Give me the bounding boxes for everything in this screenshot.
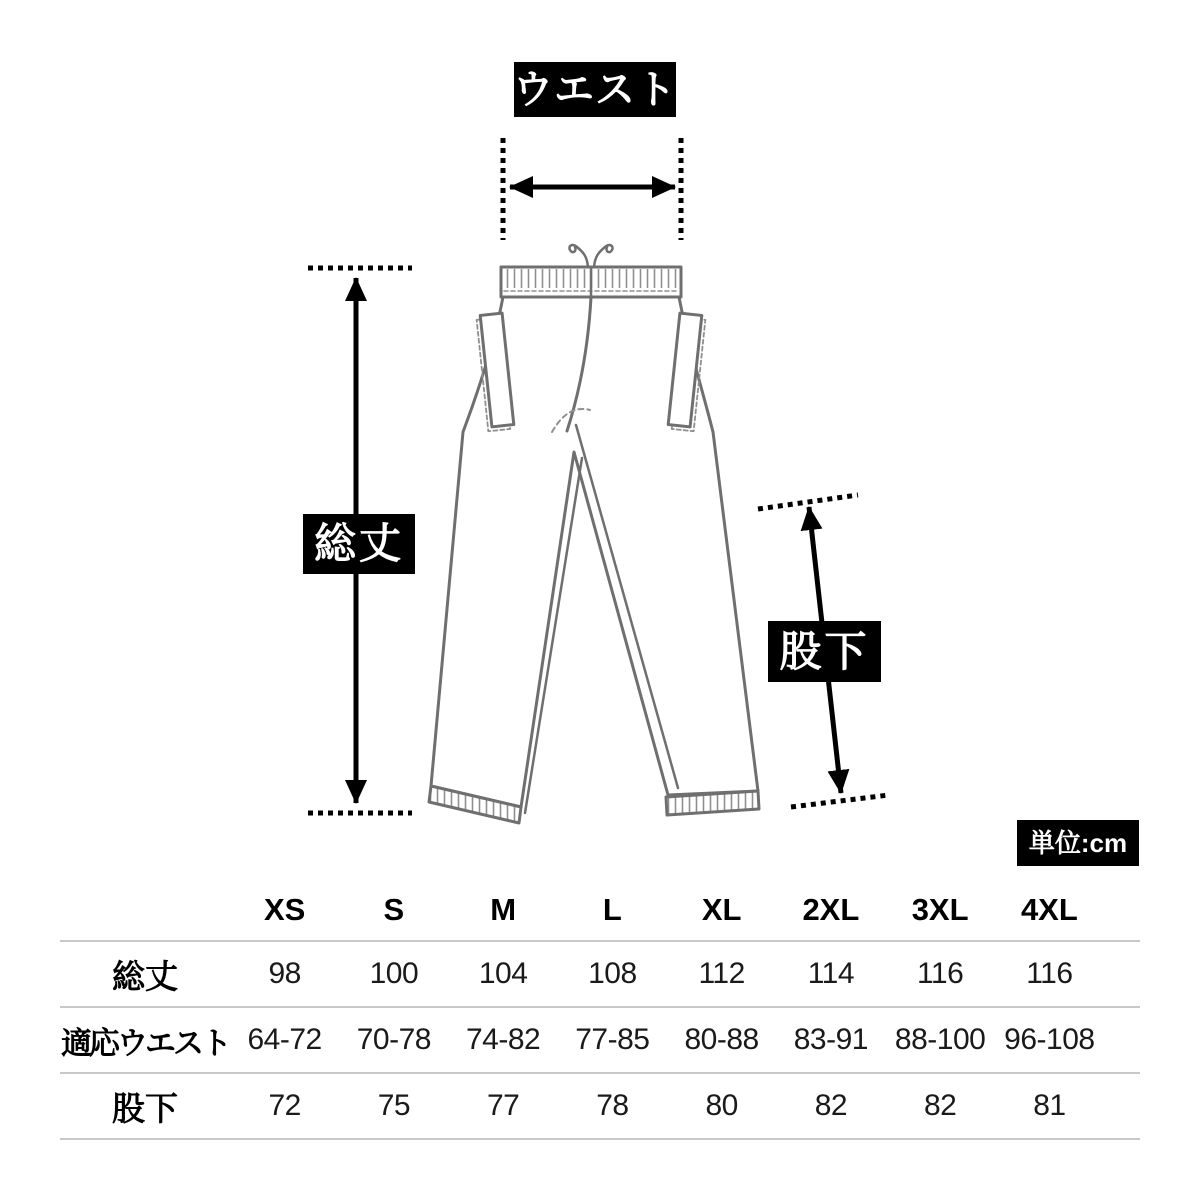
value-cell: 78: [596, 1089, 629, 1122]
inseam-guide-bottom: [791, 795, 889, 807]
pants-sketch: [429, 245, 759, 823]
value-cell: 74-82: [466, 1023, 541, 1056]
size-header-xl: XL: [701, 892, 742, 927]
size-header-row: [60, 880, 1140, 942]
pants-silhouette: [431, 297, 758, 807]
value-cell: 112: [698, 957, 745, 990]
value-cell: 77-85: [575, 1023, 650, 1056]
size-header-3xl: 3XL: [911, 892, 969, 927]
value-cell: 81: [1033, 1089, 1066, 1122]
value-cell: 100: [369, 957, 419, 990]
row-label-fit-waist: 適応ウエスト: [61, 1025, 229, 1061]
row-label-inseam: 股下: [112, 1089, 178, 1127]
size-header-4xl: 4XL: [1020, 892, 1078, 927]
size-header-l: L: [602, 892, 622, 927]
drawstring-left: [569, 245, 588, 267]
value-cell: 96-108: [1004, 1023, 1095, 1056]
total-length-label: 総丈: [303, 514, 415, 574]
table-row-total-length: [60, 942, 1140, 1008]
value-cell: 88-100: [894, 1023, 986, 1056]
value-cell: 116: [1026, 957, 1073, 990]
value-cell: 83-91: [793, 1023, 868, 1056]
value-cell: 82: [814, 1089, 848, 1122]
right-cuff: [666, 791, 759, 815]
value-cell: 75: [377, 1089, 411, 1122]
value-cell: 72: [268, 1089, 301, 1122]
value-cell: 116: [916, 957, 964, 990]
size-header-xs: XS: [263, 892, 306, 927]
size-chart-table: [60, 880, 1140, 1140]
unit-badge: 単位:cm: [1017, 820, 1139, 866]
value-cell: 98: [268, 957, 301, 990]
value-cell: 80: [705, 1089, 738, 1122]
value-cell: 108: [588, 957, 637, 990]
value-cell: 77: [486, 1089, 520, 1122]
value-cell: 70-78: [356, 1023, 431, 1056]
size-header-2xl: 2XL: [802, 892, 860, 927]
row-label-total-length: 総丈: [112, 957, 178, 995]
size-header-s: S: [383, 892, 405, 927]
inseam-guide-top: [758, 495, 858, 509]
table-row-inseam: [60, 1074, 1140, 1140]
value-cell: 64-72: [247, 1023, 322, 1056]
value-cell: 82: [923, 1089, 957, 1122]
drawstring-right: [594, 245, 613, 267]
value-cell: 114: [807, 957, 855, 990]
size-header-m: M: [490, 892, 517, 927]
value-cell: 104: [478, 957, 528, 990]
table-row-fit-waist: [60, 1008, 1140, 1074]
inseam-label: 股下: [768, 621, 881, 682]
waist-label: ウエスト: [514, 62, 676, 117]
value-cell: 80-88: [684, 1023, 759, 1056]
